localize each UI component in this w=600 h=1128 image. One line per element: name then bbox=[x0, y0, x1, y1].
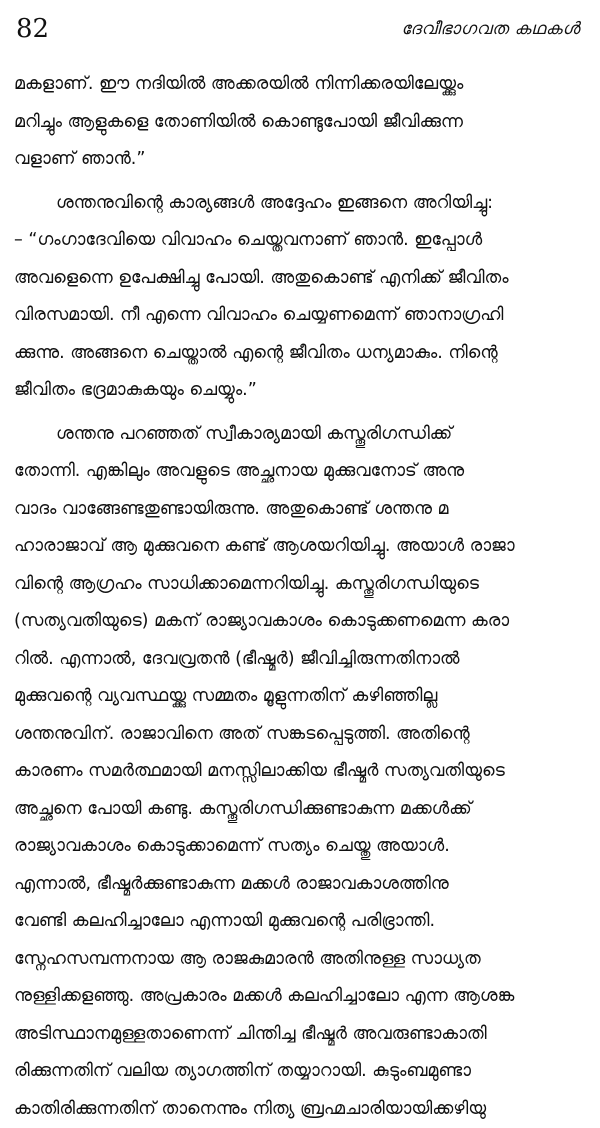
text-line: ഹാരാജാവ് ആ മുക്കുവനെ കണ്ട് ആശയറിയിച്ചു. അയാൾ രാജാ bbox=[14, 528, 590, 566]
body-text bbox=[14, 66, 590, 1128]
text-line: അച്ഛനെ പോയി കണ്ടു. കസ്തൂരിഗന്ധിക്കുണ്ടാകുന്ന മക്കൾക്ക് bbox=[14, 791, 590, 829]
text-line: രിക്കുന്നതിന് വലിയ ത്യാഗത്തിന് തയ്യാറായി. കുടുംബമുണ്ടാ bbox=[14, 1053, 590, 1091]
page-number: 82 bbox=[16, 14, 49, 44]
text-line: ക്കുന്നു. അങ്ങനെ ചെയ്താൽ എന്റെ ജീവിതം ധന്യമാകും. നിന്റെ bbox=[14, 335, 590, 373]
text-line: ശന്തനുവിന്. രാജാവിനെ അത് സങ്കടപ്പെടുത്തി. അതിന്റെ bbox=[14, 716, 590, 754]
text-line: വിന്റെ ആഗ്രഹം സാധിക്കാമെന്നറിയിച്ചു. കസ്തൂരിഗന്ധിയുടെ bbox=[14, 566, 590, 604]
page-header bbox=[0, 0, 600, 60]
text-line: (സത്യവതിയുടെ) മകന് രാജ്യാവകാശം കൊടുക്കണമെന്ന കരാ bbox=[14, 603, 590, 641]
text-line: – “ഗംഗാദേവിയെ വിവാഹം ചെയ്തവനാണ് ഞാൻ. ഇപ്പോൾ bbox=[14, 222, 590, 260]
text-line: എന്നാൽ, ഭീഷ്മർക്കുണ്ടാകുന്ന മക്കൾ രാജാവകാശത്തിനു bbox=[14, 866, 590, 904]
text-line: വിരസമായി. നീ എന്നെ വിവാഹം ചെയ്യണമെന്ന് ഞാനാഗ്രഹി bbox=[14, 297, 590, 335]
text-line: തോന്നി. എങ്കിലും അവളുടെ അച്ഛനായ മുക്കുവനോട് അനു bbox=[14, 453, 590, 491]
text-line: അവളെന്നെ ഉപേക്ഷിച്ചു പോയി. അതുകൊണ്ട് എനിക്ക് ജീവിതം bbox=[14, 260, 590, 298]
paragraph-3 bbox=[14, 416, 590, 1128]
text-line: അടിസ്ഥാനമുള്ളതാണെന്ന് ചിന്തിച്ച ഭീഷ്മർ അവരുണ്ടാകാതി bbox=[14, 1016, 590, 1054]
text-line: ശന്തനുവിന്റെ കാര്യങ്ങൾ അദ്ദേഹം ഇങ്ങനെ അറിയിച്ചു: bbox=[14, 185, 590, 223]
text-line: മകളാണ്. ഈ നദിയിൽ അക്കരയിൽ നിന്നിക്കരയിലേയ്ക്കും bbox=[14, 66, 590, 104]
paragraph-2 bbox=[14, 185, 590, 410]
text-line: വേണ്ടി കലഹിച്ചാലോ എന്നായി മുക്കുവന്റെ പരിഭ്രാന്തി. bbox=[14, 903, 590, 941]
text-line: നുള്ളിക്കളഞ്ഞു. അപ്രകാരം മക്കൾ കലഹിച്ചാലോ എന്ന ആശങ്ക bbox=[14, 978, 590, 1016]
text-line: വളാണ് ഞാൻ.” bbox=[14, 141, 590, 179]
running-title: ദേവീഭാഗവത കഥകൾ bbox=[401, 18, 580, 40]
text-line: വാദം വാങ്ങേണ്ടതുണ്ടായിരുന്നു. അതുകൊണ്ട് ശന്തനു മ bbox=[14, 491, 590, 529]
text-line: കാരണം സമർത്ഥമായി മനസ്സിലാക്കിയ ഭീഷ്മർ സത്യവതിയുടെ bbox=[14, 753, 590, 791]
text-line: സ്നേഹസമ്പന്നനായ ആ രാജകുമാരൻ അതിനുള്ള സാധ്യത bbox=[14, 941, 590, 979]
text-line: കാതിരിക്കുന്നതിന് താനെന്നും നിത്യ ബ്രഹ്മചാരിയായിക്കഴിയു bbox=[14, 1091, 590, 1128]
text-line: മുക്കുവന്റെ വ്യവസ്ഥയ്ക്കു സമ്മതം മൂളുന്നതിന് കഴിഞ്ഞില്ല bbox=[14, 678, 590, 716]
text-line: റിൽ. എന്നാൽ, ദേവവ്രതൻ (ഭീഷ്മർ) ജീവിച്ചിരുന്നതിനാൽ bbox=[14, 641, 590, 679]
text-line: രാജ്യാവകാശം കൊടുക്കാമെന്ന് സത്യം ചെയ്തു അയാൾ. bbox=[14, 828, 590, 866]
text-line: ശന്തനു പറഞ്ഞത് സ്വീകാര്യമായി കസ്തൂരിഗന്ധിക്ക് bbox=[14, 416, 590, 454]
paragraph-1 bbox=[14, 66, 590, 179]
text-line: മറിച്ചും ആളുകളെ തോണിയിൽ കൊണ്ടുപോയി ജീവിക്കുന്ന bbox=[14, 104, 590, 142]
text-line: ജീവിതം ഭദ്രമാകുകയും ചെയ്യും.” bbox=[14, 372, 590, 410]
